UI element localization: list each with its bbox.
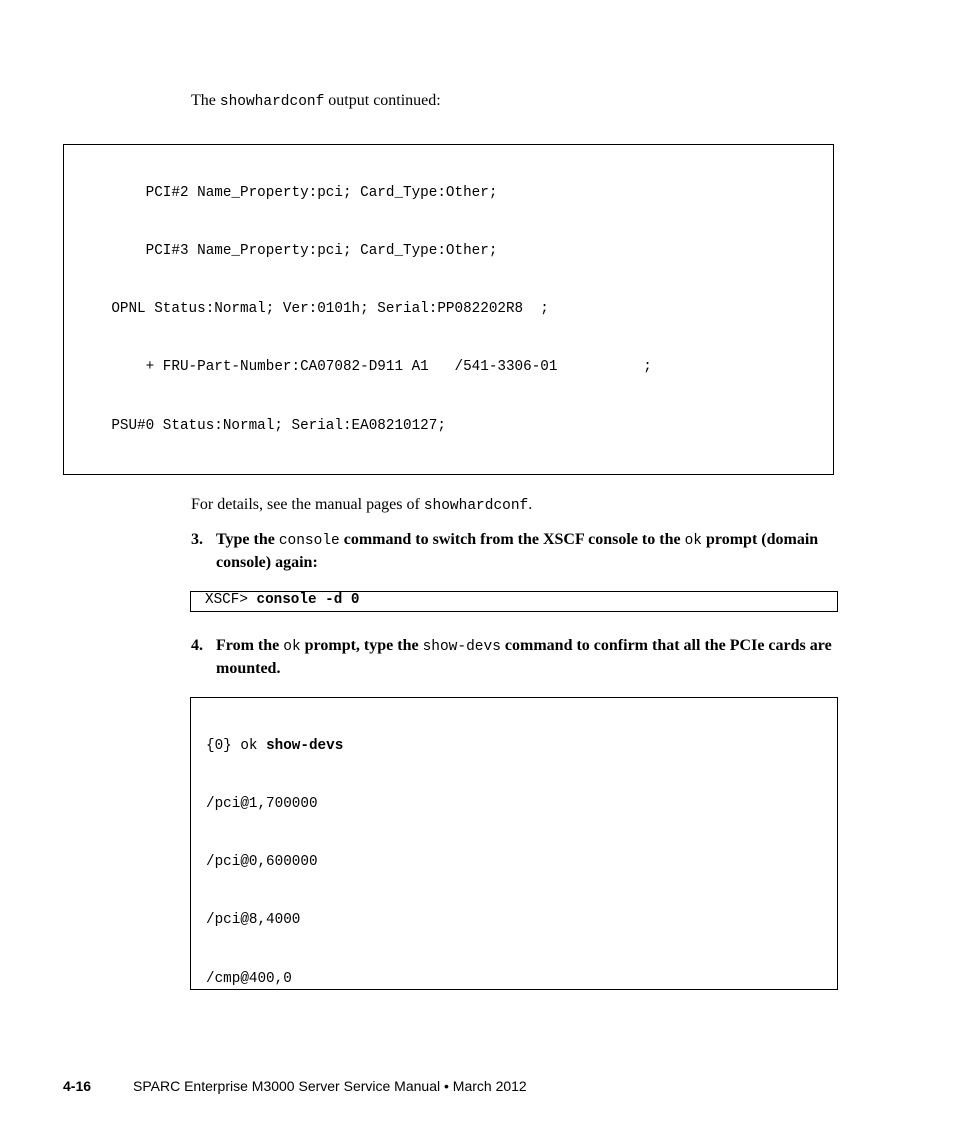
step-text: Type the (216, 531, 279, 548)
output-line: PCI#3 Name_Property:pci; Card_Type:Other; (77, 243, 498, 260)
footer-date: March 2012 (452, 1078, 527, 1094)
output-line: OPNL Status:Normal; Ver:0101h; Serial:PP082202R8 ; (77, 301, 549, 318)
code-command: show-devs (266, 737, 344, 754)
step-text: prompt, type the (300, 637, 423, 654)
device-path: /pci@0,600000 (206, 854, 318, 871)
intro-text (191, 91, 441, 112)
manual-title: SPARC Enterprise M3000 Server Service Manual (133, 1078, 441, 1094)
showhardconf-output-block (63, 144, 834, 475)
output-line: PSU#0 Status:Normal; Serial:EA08210127; (77, 417, 446, 434)
step-command: ok (283, 639, 301, 655)
code-line (205, 592, 837, 611)
step-number: 3. (191, 531, 203, 548)
intro-prefix: The (191, 92, 220, 109)
details-command: showhardconf (423, 498, 529, 514)
step-command: console (278, 533, 340, 549)
output-line: + FRU-Part-Number:CA07082-D911 A1 /541-3306-01 ; (77, 359, 652, 376)
step-text: command to switch from the XSCF console to the (339, 531, 685, 548)
code-line (206, 737, 837, 756)
step-text: From the (216, 637, 284, 654)
device-path: /pci@8,4000 (206, 912, 301, 929)
step-number: 4. (191, 637, 203, 654)
step-text: command to confirm that all the PCIe cards are mounted. (216, 637, 832, 677)
page-footer (63, 1077, 527, 1095)
device-path: /cmp@400,0 (206, 970, 292, 987)
details-prefix: For details, see the manual pages of (191, 496, 424, 513)
code-prompt: {0} ok (206, 737, 267, 754)
step-command: show-devs (422, 639, 501, 655)
output-line: PCI#2 Name_Property:pci; Card_Type:Other; (77, 184, 498, 201)
intro-command: showhardconf (219, 94, 325, 110)
device-path: /pci@1,700000 (206, 796, 318, 813)
show-devs-output-block (190, 697, 838, 990)
step-text: prompt (domain console) again: (216, 531, 819, 571)
step-instruction (216, 635, 846, 679)
details-text (191, 495, 532, 516)
console-command-block (190, 591, 838, 612)
step-command: ok (684, 533, 702, 549)
details-suffix: . (528, 496, 533, 513)
footer-separator: • (443, 1078, 449, 1094)
page-number: 4-16 (63, 1078, 92, 1094)
code-prompt: XSCF> (205, 592, 257, 608)
intro-suffix: output continued: (324, 92, 441, 109)
step-instruction (216, 529, 846, 573)
code-command: console -d 0 (256, 592, 360, 608)
